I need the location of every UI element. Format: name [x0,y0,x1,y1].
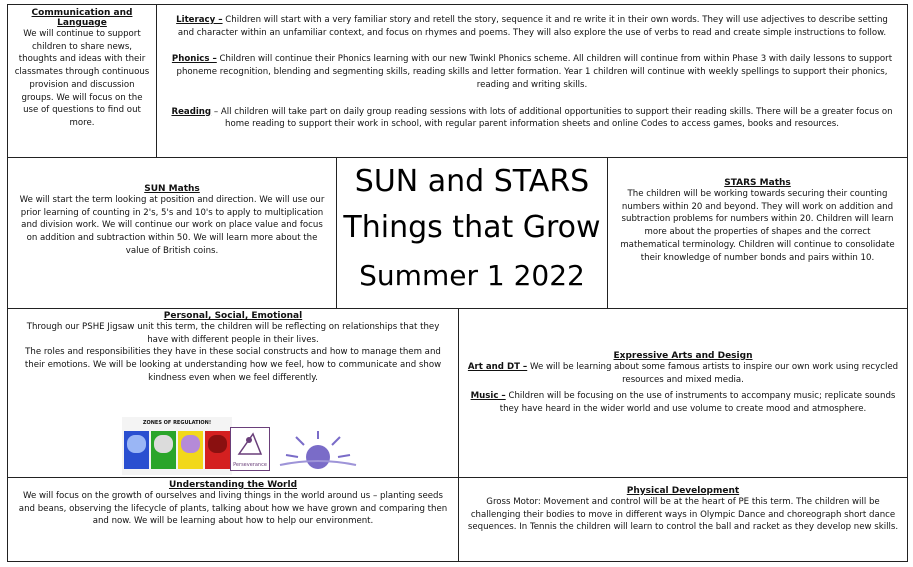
expressive-arts-section [458,308,908,478]
music-paragraph [467,390,899,415]
sun-maths-text: We will start the term looking at position and direction. We will use our prior learning of counting in 2's, 5's and 10's to apply to multiplication and division work. We will continue our work on place value and focus on addition and subtraction within 50. We will learn more about the value of British coins. [19,195,325,256]
sun-logo-icon [278,427,358,471]
reading-paragraph [169,106,895,131]
literacy-paragraph [169,14,895,39]
expressive-arts-heading: Expressive Arts and Design [613,351,753,361]
understanding-world-section [7,477,459,562]
literacy-label: Literacy – [176,15,223,25]
perseverance-label: Perseverance [233,462,267,468]
reading-text: – All children will take part on daily group reading sessions with lots of additional opportunities to support their reading skills. There will be a greater focus on home reading to support their work in school, with regular parent information sheets and online Codes to access games, books and resources. [211,106,893,130]
title-section [336,157,608,309]
title-line-2: Things that Grow [343,210,601,245]
zones-title: ZONES OF REGULATION! [142,420,212,426]
physical-development-text: Gross Motor: Movement and control will be at the heart of PE this term. The children will be challenging their bodies to move in different ways in Olympic Dance and choreograph short dance sequences. In Tennis the children will learn to control the ball and racket as they develop new skills. [467,497,899,533]
zones-of-regulation-image [122,417,232,475]
art-dt-text: We will be learning about some famous artists to inspire our own work using recycled resources and mixed media. [527,362,899,385]
pse-section [7,308,459,478]
art-dt-paragraph [467,361,899,386]
pse-heading: Personal, Social, Emotional [163,311,303,321]
title-line-3: Summer 1 2022 [359,259,585,292]
stars-maths-section [607,157,908,309]
understanding-world-heading: Understanding the World [168,480,298,490]
red-zone-icon [205,431,230,469]
communication-section [7,4,157,158]
literacy-text: Children will start with a very familiar story and retell the story, sequence it and re write it in their own words. They will use adjectives to describe setting and character within an unfamiliar context, and focus on rhymes and poems. They will also explore the use of verbs to read and create simple instructions to follow. [177,15,888,38]
stars-maths-text: The children will be working towards securing their counting numbers within 20 and beyond. They will work on addition and subtraction problems for numbers within 20. Children will learn more about the properties of shapes and the correct mathematical terminology. Children will continue to consolidate their knowledge of number bonds and pairs within 10. [620,189,895,263]
music-text: Children will be focusing on the use of instruments to accompany music; replicate sounds they have heard in the wider world and use volume to create mood and atmosphere. [499,391,896,415]
title-line-1: SUN and STARS [354,164,590,199]
literacy-section [156,4,908,158]
climber-icon [231,428,269,458]
physical-development-section [458,477,908,562]
pse-paragraph-1: Through our PSHE Jigsaw unit this term, the children will be reflecting on relationships that they have with different people in their lives. [26,322,440,345]
phonics-label: Phonics – [171,54,217,65]
phonics-text: Children will continue their Phonics learning with our new Twinkl Phonics scheme. All children will continue from within Phase 3 with daily lessons to support phoneme recognition, blending and segmenting skills, reading skills and letter formation. Year 1 children will continue with weekly spellings to support their phonics, reading and writing skills. [176,54,893,90]
green-zone-icon [151,431,176,469]
communication-heading: Communication and Language [31,8,133,28]
understanding-world-text: We will focus on the growth of ourselves and living things in the world around us – planting seeds and beans, observing the lifecycle of plants, talking about how we have grown and comparing then and now. We will be learning about how to help our environment. [18,491,448,527]
perseverance-image [230,427,270,471]
sun-maths-section [7,157,337,309]
music-label: Music – [470,391,506,402]
pse-paragraph-2: The roles and responsibilities they have in these social constructs and how to manage them and their emotions. We will be looking at understanding how we feel, how to communicate and show kindness even when we feel differently. [24,347,442,383]
reading-label: Reading [171,106,212,117]
stars-maths-heading: STARS Maths [724,178,791,188]
communication-text: We will continue to support children to share news, thoughts and ideas with their classmates through continuous provision and discussion groups. We will focus on the use of questions to find out more. [14,29,150,129]
sun-maths-heading: SUN Maths [144,184,200,194]
physical-development-heading: Physical Development [626,486,740,496]
yellow-zone-icon [178,431,203,469]
art-dt-label: Art and DT – [467,362,528,372]
blue-zone-icon [124,431,149,469]
phonics-paragraph [169,53,895,91]
